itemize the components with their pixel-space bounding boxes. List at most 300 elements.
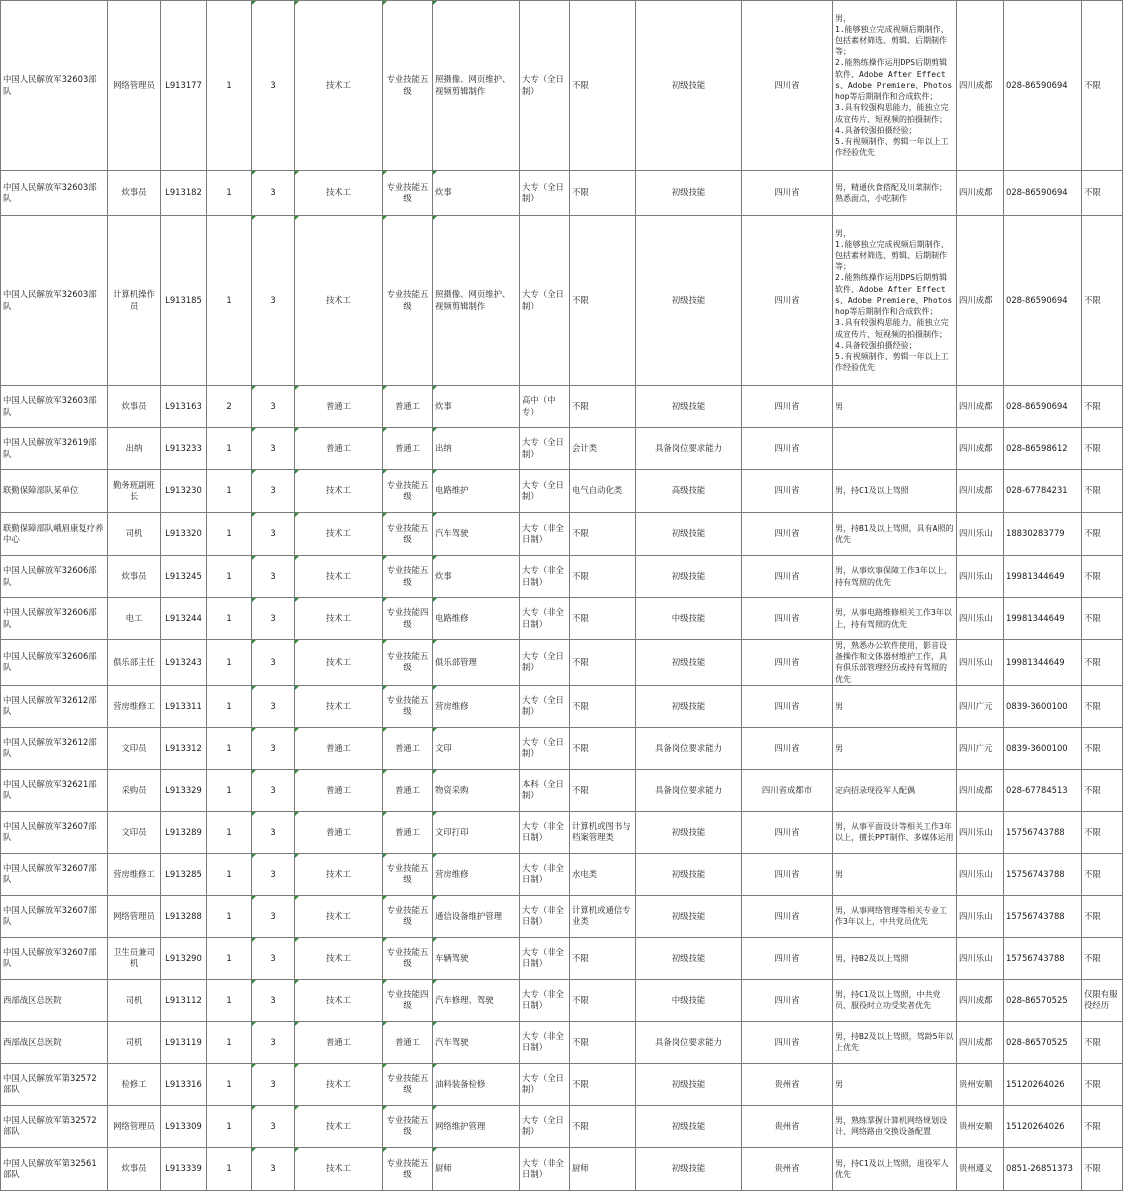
hire-count-cell: 1 bbox=[207, 556, 252, 598]
other-requirements-cell: 男 bbox=[833, 853, 957, 895]
work-location-cell: 四川成都 bbox=[957, 1, 1004, 171]
contact-phone-cell: 028-67784513 bbox=[1004, 769, 1082, 811]
table-row bbox=[1, 598, 1123, 640]
contact-phone-cell: 028-86590694 bbox=[1004, 171, 1082, 216]
hukou-scope-cell: 四川省 bbox=[742, 853, 833, 895]
position-code-cell: L913233 bbox=[161, 428, 207, 470]
major-cell: 不限 bbox=[570, 937, 636, 979]
position-level-cell: 专业技能四级 bbox=[383, 598, 433, 640]
major-cell: 不限 bbox=[570, 1105, 636, 1147]
table-row bbox=[1, 216, 1123, 386]
contact-phone-cell: 028-86570525 bbox=[1004, 1021, 1082, 1063]
unit-name-cell: 中国人民解放军32606部队 bbox=[1, 598, 108, 640]
position-category-cell: 技术工 bbox=[295, 1105, 383, 1147]
position-category-cell: 技术工 bbox=[295, 895, 383, 937]
skill-level-cell: 初级技能 bbox=[636, 1147, 742, 1190]
exam-ratio-cell: 3 bbox=[252, 895, 295, 937]
position-level-cell: 专业技能五级 bbox=[383, 556, 433, 598]
table-row bbox=[1, 937, 1123, 979]
education-cell: 大专（全日制） bbox=[520, 727, 570, 769]
hukou-scope-cell: 四川省 bbox=[742, 171, 833, 216]
service-restriction-cell: 不限 bbox=[1082, 640, 1123, 686]
position-code-cell: L913329 bbox=[161, 769, 207, 811]
skill-level-cell: 初级技能 bbox=[636, 811, 742, 853]
hire-count-cell: 1 bbox=[207, 937, 252, 979]
position-level-cell: 专业技能五级 bbox=[383, 1147, 433, 1190]
position-category-cell: 技术工 bbox=[295, 1147, 383, 1190]
exam-ratio-cell: 3 bbox=[252, 216, 295, 386]
job-duty-cell: 物资采购 bbox=[433, 769, 520, 811]
other-requirements-cell: 男，持C1及以上驾照，退役军人优先 bbox=[833, 1147, 957, 1190]
other-requirements-cell bbox=[833, 428, 957, 470]
table-row bbox=[1, 556, 1123, 598]
exam-ratio-cell: 3 bbox=[252, 1021, 295, 1063]
skill-level-cell: 具备岗位要求能力 bbox=[636, 769, 742, 811]
table-row bbox=[1, 1, 1123, 171]
position-level-cell: 专业技能五级 bbox=[383, 171, 433, 216]
position-code-cell: L913230 bbox=[161, 470, 207, 513]
other-requirements-cell: 男，从事炊事保障工作3年以上，持有驾照的优先 bbox=[833, 556, 957, 598]
contact-phone-cell: 028-67784231 bbox=[1004, 470, 1082, 513]
unit-name-cell: 中国人民解放军32607部队 bbox=[1, 811, 108, 853]
hukou-scope-cell: 四川省 bbox=[742, 727, 833, 769]
other-requirements-cell: 男， 1.能够独立完成视频后期制作、包括素材筛选、剪辑、后期制作等； 2.能熟练操作运用DPS后期剪辑软件、Adobe After Effects、Adobe Premiere、Photoshop等后期制作和合成软件； 3.具有较强构思能力，能独立完成宣传片、短视频的拍摄制作； 4.具备较强拍摄经验； 5.有视频制作、剪辑一年以上工作经验优先 bbox=[833, 216, 957, 386]
table-row bbox=[1, 979, 1123, 1021]
position-level-cell: 专业技能五级 bbox=[383, 937, 433, 979]
work-location-cell: 四川成都 bbox=[957, 769, 1004, 811]
other-requirements-cell: 定向招录现役军人配偶 bbox=[833, 769, 957, 811]
service-restriction-cell: 不限 bbox=[1082, 171, 1123, 216]
other-requirements-cell: 男，熟悉办公软件使用，影音设备操作和文体器材维护工作，具有俱乐部管理经历或持有驾照的优先 bbox=[833, 640, 957, 686]
position-code-cell: L913182 bbox=[161, 171, 207, 216]
unit-name-cell: 中国人民解放军第32561部队 bbox=[1, 1147, 108, 1190]
service-restriction-cell: 不限 bbox=[1082, 1021, 1123, 1063]
service-restriction-cell: 仅限有服役经历 bbox=[1082, 979, 1123, 1021]
major-cell: 不限 bbox=[570, 513, 636, 556]
position-level-cell: 普通工 bbox=[383, 428, 433, 470]
job-duty-cell: 电路维护 bbox=[433, 470, 520, 513]
service-restriction-cell: 不限 bbox=[1082, 685, 1123, 727]
major-cell: 不限 bbox=[570, 1021, 636, 1063]
hire-count-cell: 1 bbox=[207, 640, 252, 686]
major-cell: 不限 bbox=[570, 598, 636, 640]
hukou-scope-cell: 四川省 bbox=[742, 598, 833, 640]
hire-count-cell: 1 bbox=[207, 1105, 252, 1147]
other-requirements-cell: 男，熟练掌握计算机网络规划设计、网络路由交换设备配置 bbox=[833, 1105, 957, 1147]
position-level-cell: 专业技能五级 bbox=[383, 513, 433, 556]
contact-phone-cell: 18830283779 bbox=[1004, 513, 1082, 556]
position-code-cell: L913339 bbox=[161, 1147, 207, 1190]
work-location-cell: 贵州安顺 bbox=[957, 1105, 1004, 1147]
unit-name-cell: 中国人民解放军32607部队 bbox=[1, 853, 108, 895]
contact-phone-cell: 0851-26851373 bbox=[1004, 1147, 1082, 1190]
major-cell: 不限 bbox=[570, 1063, 636, 1105]
position-code-cell: L913112 bbox=[161, 979, 207, 1021]
contact-phone-cell: 19981344649 bbox=[1004, 598, 1082, 640]
work-location-cell: 四川乐山 bbox=[957, 937, 1004, 979]
education-cell: 大专（全日制） bbox=[520, 216, 570, 386]
contact-phone-cell: 19981344649 bbox=[1004, 640, 1082, 686]
major-cell: 不限 bbox=[570, 640, 636, 686]
job-duty-cell: 照摄像、网页维护、视频剪辑制作 bbox=[433, 216, 520, 386]
education-cell: 大专（非全日制） bbox=[520, 556, 570, 598]
hire-count-cell: 1 bbox=[207, 171, 252, 216]
exam-ratio-cell: 3 bbox=[252, 979, 295, 1021]
position-category-cell: 技术工 bbox=[295, 979, 383, 1021]
position-category-cell: 技术工 bbox=[295, 685, 383, 727]
position-code-cell: L913245 bbox=[161, 556, 207, 598]
position-level-cell: 专业技能五级 bbox=[383, 1, 433, 171]
job-duty-cell: 电路维修 bbox=[433, 598, 520, 640]
exam-ratio-cell: 3 bbox=[252, 470, 295, 513]
position-name-cell: 卫生员兼司机 bbox=[108, 937, 161, 979]
position-name-cell: 采购员 bbox=[108, 769, 161, 811]
skill-level-cell: 初级技能 bbox=[636, 1105, 742, 1147]
position-category-cell: 技术工 bbox=[295, 556, 383, 598]
table-row bbox=[1, 513, 1123, 556]
hire-count-cell: 1 bbox=[207, 513, 252, 556]
contact-phone-cell: 0839-3600100 bbox=[1004, 685, 1082, 727]
position-category-cell: 普通工 bbox=[295, 428, 383, 470]
work-location-cell: 四川成都 bbox=[957, 1021, 1004, 1063]
exam-ratio-cell: 3 bbox=[252, 1, 295, 171]
service-restriction-cell: 不限 bbox=[1082, 386, 1123, 428]
position-category-cell: 普通工 bbox=[295, 811, 383, 853]
position-name-cell: 司机 bbox=[108, 1021, 161, 1063]
major-cell: 电气自动化类 bbox=[570, 470, 636, 513]
skill-level-cell: 初级技能 bbox=[636, 640, 742, 686]
hukou-scope-cell: 四川省 bbox=[742, 513, 833, 556]
other-requirements-cell: 男，从事网络管理等相关专业工作3年以上，中共党员优先 bbox=[833, 895, 957, 937]
unit-name-cell: 联勤保障部队峨眉康复疗养中心 bbox=[1, 513, 108, 556]
job-duty-cell: 文印打印 bbox=[433, 811, 520, 853]
hire-count-cell: 1 bbox=[207, 216, 252, 386]
job-duty-cell: 炊事 bbox=[433, 556, 520, 598]
exam-ratio-cell: 3 bbox=[252, 1147, 295, 1190]
position-name-cell: 检修工 bbox=[108, 1063, 161, 1105]
position-level-cell: 普通工 bbox=[383, 386, 433, 428]
skill-level-cell: 具备岗位要求能力 bbox=[636, 428, 742, 470]
other-requirements-cell: 男 bbox=[833, 1063, 957, 1105]
position-name-cell: 司机 bbox=[108, 513, 161, 556]
table-row bbox=[1, 853, 1123, 895]
exam-ratio-cell: 3 bbox=[252, 937, 295, 979]
work-location-cell: 四川成都 bbox=[957, 171, 1004, 216]
other-requirements-cell: 男 bbox=[833, 386, 957, 428]
service-restriction-cell: 不限 bbox=[1082, 1063, 1123, 1105]
education-cell: 大专（全日制） bbox=[520, 1063, 570, 1105]
hukou-scope-cell: 四川省 bbox=[742, 685, 833, 727]
unit-name-cell: 中国人民解放军32607部队 bbox=[1, 937, 108, 979]
major-cell: 不限 bbox=[570, 727, 636, 769]
position-code-cell: L913288 bbox=[161, 895, 207, 937]
service-restriction-cell: 不限 bbox=[1082, 853, 1123, 895]
major-cell: 计算机或通信专业类 bbox=[570, 895, 636, 937]
exam-ratio-cell: 3 bbox=[252, 556, 295, 598]
contact-phone-cell: 15120264026 bbox=[1004, 1063, 1082, 1105]
unit-name-cell: 中国人民解放军32603部队 bbox=[1, 1, 108, 171]
other-requirements-cell: 男，从事电路维修相关工作3年以上，持有驾照的优先 bbox=[833, 598, 957, 640]
service-restriction-cell: 不限 bbox=[1082, 598, 1123, 640]
contact-phone-cell: 028-86570525 bbox=[1004, 979, 1082, 1021]
service-restriction-cell: 不限 bbox=[1082, 216, 1123, 386]
work-location-cell: 四川乐山 bbox=[957, 811, 1004, 853]
skill-level-cell: 初级技能 bbox=[636, 556, 742, 598]
other-requirements-cell: 男，持B2及以上驾照，驾龄5年以上优先 bbox=[833, 1021, 957, 1063]
contact-phone-cell: 028-86590694 bbox=[1004, 386, 1082, 428]
position-name-cell: 勤务班副班长 bbox=[108, 470, 161, 513]
position-code-cell: L913163 bbox=[161, 386, 207, 428]
work-location-cell: 四川成都 bbox=[957, 216, 1004, 386]
position-name-cell: 网络管理员 bbox=[108, 895, 161, 937]
position-level-cell: 专业技能五级 bbox=[383, 853, 433, 895]
education-cell: 大专（全日制） bbox=[520, 470, 570, 513]
exam-ratio-cell: 3 bbox=[252, 640, 295, 686]
hire-count-cell: 1 bbox=[207, 685, 252, 727]
work-location-cell: 四川乐山 bbox=[957, 513, 1004, 556]
major-cell: 不限 bbox=[570, 769, 636, 811]
position-category-cell: 技术工 bbox=[295, 1, 383, 171]
position-name-cell: 出纳 bbox=[108, 428, 161, 470]
position-category-cell: 技术工 bbox=[295, 1063, 383, 1105]
position-category-cell: 普通工 bbox=[295, 769, 383, 811]
service-restriction-cell: 不限 bbox=[1082, 769, 1123, 811]
unit-name-cell: 中国人民解放军32603部队 bbox=[1, 216, 108, 386]
position-name-cell: 网络管理员 bbox=[108, 1, 161, 171]
position-category-cell: 技术工 bbox=[295, 598, 383, 640]
education-cell: 大专（非全日制） bbox=[520, 811, 570, 853]
job-duty-cell: 营房维修 bbox=[433, 685, 520, 727]
contact-phone-cell: 15756743788 bbox=[1004, 853, 1082, 895]
table-row bbox=[1, 428, 1123, 470]
position-name-cell: 司机 bbox=[108, 979, 161, 1021]
contact-phone-cell: 15756743788 bbox=[1004, 937, 1082, 979]
unit-name-cell: 中国人民解放军32607部队 bbox=[1, 895, 108, 937]
position-name-cell: 文印员 bbox=[108, 811, 161, 853]
service-restriction-cell: 不限 bbox=[1082, 1, 1123, 171]
job-duty-cell: 汽车驾驶 bbox=[433, 513, 520, 556]
other-requirements-cell: 男，持C1及以上驾照 bbox=[833, 470, 957, 513]
position-name-cell: 俱乐部主任 bbox=[108, 640, 161, 686]
education-cell: 高中（中专） bbox=[520, 386, 570, 428]
table-row bbox=[1, 769, 1123, 811]
major-cell: 会计类 bbox=[570, 428, 636, 470]
hukou-scope-cell: 四川省成都市 bbox=[742, 769, 833, 811]
hire-count-cell: 1 bbox=[207, 727, 252, 769]
job-duty-cell: 汽车驾驶 bbox=[433, 1021, 520, 1063]
service-restriction-cell: 不限 bbox=[1082, 1147, 1123, 1190]
exam-ratio-cell: 3 bbox=[252, 1105, 295, 1147]
major-cell: 计算机或图书与档案管理类 bbox=[570, 811, 636, 853]
work-location-cell: 四川乐山 bbox=[957, 556, 1004, 598]
position-name-cell: 计算机操作员 bbox=[108, 216, 161, 386]
hire-count-cell: 1 bbox=[207, 428, 252, 470]
exam-ratio-cell: 3 bbox=[252, 853, 295, 895]
major-cell: 不限 bbox=[570, 386, 636, 428]
other-requirements-cell: 男，持B2及以上驾照 bbox=[833, 937, 957, 979]
other-requirements-cell: 男， 1.能够独立完成视频后期制作、包括素材筛选、剪辑、后期制作等； 2.能熟练操作运用DPS后期剪辑软件、Adobe After Effects、Adobe Premiere、Photoshop等后期制作和合成软件； 3.具有较强构思能力，能独立完成宣传片、短视频的拍摄制作； 4.具备较强拍摄经验； 5.有视频制作、剪辑一年以上工作经验优先 bbox=[833, 1, 957, 171]
position-category-cell: 技术工 bbox=[295, 513, 383, 556]
position-code-cell: L913243 bbox=[161, 640, 207, 686]
hire-count-cell: 1 bbox=[207, 853, 252, 895]
hire-count-cell: 1 bbox=[207, 470, 252, 513]
position-code-cell: L913309 bbox=[161, 1105, 207, 1147]
exam-ratio-cell: 3 bbox=[252, 1063, 295, 1105]
service-restriction-cell: 不限 bbox=[1082, 556, 1123, 598]
position-code-cell: L913177 bbox=[161, 1, 207, 171]
position-code-cell: L913289 bbox=[161, 811, 207, 853]
position-level-cell: 专业技能五级 bbox=[383, 470, 433, 513]
skill-level-cell: 高级技能 bbox=[636, 470, 742, 513]
hukou-scope-cell: 四川省 bbox=[742, 216, 833, 386]
unit-name-cell: 西部战区总医院 bbox=[1, 979, 108, 1021]
education-cell: 大专（非全日制） bbox=[520, 895, 570, 937]
position-category-cell: 技术工 bbox=[295, 171, 383, 216]
job-duty-cell: 照摄像、网页维护、视频剪辑制作 bbox=[433, 1, 520, 171]
other-requirements-cell: 男，从事平面设计等相关工作3年以上，擅长PPT制作、多媒体运用 bbox=[833, 811, 957, 853]
hukou-scope-cell: 四川省 bbox=[742, 979, 833, 1021]
job-duty-cell: 俱乐部管理 bbox=[433, 640, 520, 686]
education-cell: 大专（全日制） bbox=[520, 1105, 570, 1147]
hukou-scope-cell: 四川省 bbox=[742, 556, 833, 598]
position-name-cell: 营房维修工 bbox=[108, 853, 161, 895]
job-duty-cell: 出纳 bbox=[433, 428, 520, 470]
table-row bbox=[1, 727, 1123, 769]
skill-level-cell: 初级技能 bbox=[636, 171, 742, 216]
exam-ratio-cell: 3 bbox=[252, 811, 295, 853]
contact-phone-cell: 15756743788 bbox=[1004, 895, 1082, 937]
hire-count-cell: 1 bbox=[207, 979, 252, 1021]
position-name-cell: 文印员 bbox=[108, 727, 161, 769]
major-cell: 不限 bbox=[570, 979, 636, 1021]
major-cell: 不限 bbox=[570, 1, 636, 171]
table-row bbox=[1, 640, 1123, 686]
skill-level-cell: 中级技能 bbox=[636, 598, 742, 640]
work-location-cell: 四川乐山 bbox=[957, 895, 1004, 937]
contact-phone-cell: 028-86590694 bbox=[1004, 1, 1082, 171]
skill-level-cell: 中级技能 bbox=[636, 979, 742, 1021]
table-row bbox=[1, 1063, 1123, 1105]
exam-ratio-cell: 3 bbox=[252, 513, 295, 556]
job-duty-cell: 通信设备维护管理 bbox=[433, 895, 520, 937]
service-restriction-cell: 不限 bbox=[1082, 513, 1123, 556]
job-duty-cell: 厨师 bbox=[433, 1147, 520, 1190]
contact-phone-cell: 15756743788 bbox=[1004, 811, 1082, 853]
job-duty-cell: 网络维护管理 bbox=[433, 1105, 520, 1147]
unit-name-cell: 中国人民解放军32612部队 bbox=[1, 727, 108, 769]
work-location-cell: 四川广元 bbox=[957, 685, 1004, 727]
unit-name-cell: 中国人民解放军32603部队 bbox=[1, 171, 108, 216]
major-cell: 不限 bbox=[570, 216, 636, 386]
education-cell: 大专（全日制） bbox=[520, 640, 570, 686]
position-level-cell: 专业技能五级 bbox=[383, 1105, 433, 1147]
table-row bbox=[1, 895, 1123, 937]
hukou-scope-cell: 四川省 bbox=[742, 470, 833, 513]
skill-level-cell: 初级技能 bbox=[636, 853, 742, 895]
work-location-cell: 四川成都 bbox=[957, 428, 1004, 470]
position-category-cell: 普通工 bbox=[295, 727, 383, 769]
work-location-cell: 四川成都 bbox=[957, 979, 1004, 1021]
position-category-cell: 技术工 bbox=[295, 853, 383, 895]
education-cell: 大专（全日制） bbox=[520, 171, 570, 216]
exam-ratio-cell: 3 bbox=[252, 727, 295, 769]
position-level-cell: 专业技能五级 bbox=[383, 640, 433, 686]
work-location-cell: 贵州遵义 bbox=[957, 1147, 1004, 1190]
exam-ratio-cell: 3 bbox=[252, 386, 295, 428]
table-row bbox=[1, 685, 1123, 727]
education-cell: 大专（非全日制） bbox=[520, 1021, 570, 1063]
position-code-cell: L913312 bbox=[161, 727, 207, 769]
other-requirements-cell: 男 bbox=[833, 685, 957, 727]
skill-level-cell: 初级技能 bbox=[636, 216, 742, 386]
position-level-cell: 普通工 bbox=[383, 811, 433, 853]
major-cell: 厨师 bbox=[570, 1147, 636, 1190]
position-level-cell: 普通工 bbox=[383, 727, 433, 769]
position-level-cell: 专业技能四级 bbox=[383, 979, 433, 1021]
unit-name-cell: 中国人民解放军32603部队 bbox=[1, 386, 108, 428]
position-level-cell: 普通工 bbox=[383, 1021, 433, 1063]
table-row bbox=[1, 1021, 1123, 1063]
hukou-scope-cell: 贵州省 bbox=[742, 1063, 833, 1105]
service-restriction-cell: 不限 bbox=[1082, 428, 1123, 470]
hukou-scope-cell: 贵州省 bbox=[742, 1147, 833, 1190]
hire-count-cell: 1 bbox=[207, 598, 252, 640]
hukou-scope-cell: 四川省 bbox=[742, 1, 833, 171]
position-name-cell: 炊事员 bbox=[108, 386, 161, 428]
position-level-cell: 普通工 bbox=[383, 769, 433, 811]
work-location-cell: 四川广元 bbox=[957, 727, 1004, 769]
position-name-cell: 炊事员 bbox=[108, 171, 161, 216]
major-cell: 水电类 bbox=[570, 853, 636, 895]
education-cell: 大专（全日制） bbox=[520, 428, 570, 470]
education-cell: 大专（非全日制） bbox=[520, 598, 570, 640]
skill-level-cell: 初级技能 bbox=[636, 513, 742, 556]
position-category-cell: 技术工 bbox=[295, 216, 383, 386]
position-code-cell: L913119 bbox=[161, 1021, 207, 1063]
other-requirements-cell: 男 bbox=[833, 727, 957, 769]
table-row bbox=[1, 171, 1123, 216]
hukou-scope-cell: 四川省 bbox=[742, 428, 833, 470]
exam-ratio-cell: 3 bbox=[252, 598, 295, 640]
job-duty-cell: 车辆驾驶 bbox=[433, 937, 520, 979]
service-restriction-cell: 不限 bbox=[1082, 1105, 1123, 1147]
contact-phone-cell: 028-86590694 bbox=[1004, 216, 1082, 386]
position-name-cell: 营房维修工 bbox=[108, 685, 161, 727]
position-code-cell: L913311 bbox=[161, 685, 207, 727]
position-level-cell: 专业技能五级 bbox=[383, 216, 433, 386]
job-duty-cell: 炊事 bbox=[433, 171, 520, 216]
exam-ratio-cell: 3 bbox=[252, 685, 295, 727]
contact-phone-cell: 0839-3600100 bbox=[1004, 727, 1082, 769]
job-duty-cell: 炊事 bbox=[433, 386, 520, 428]
skill-level-cell: 具备岗位要求能力 bbox=[636, 727, 742, 769]
hire-count-cell: 1 bbox=[207, 811, 252, 853]
position-name-cell: 电工 bbox=[108, 598, 161, 640]
unit-name-cell: 中国人民解放军32606部队 bbox=[1, 556, 108, 598]
education-cell: 大专（非全日制） bbox=[520, 1147, 570, 1190]
skill-level-cell: 初级技能 bbox=[636, 895, 742, 937]
work-location-cell: 四川成都 bbox=[957, 386, 1004, 428]
position-code-cell: L913185 bbox=[161, 216, 207, 386]
service-restriction-cell: 不限 bbox=[1082, 895, 1123, 937]
unit-name-cell: 中国人民解放军32606部队 bbox=[1, 640, 108, 686]
position-category-cell: 普通工 bbox=[295, 1021, 383, 1063]
unit-name-cell: 中国人民解放军第32572部队 bbox=[1, 1105, 108, 1147]
service-restriction-cell: 不限 bbox=[1082, 811, 1123, 853]
education-cell: 大专（非全日制） bbox=[520, 979, 570, 1021]
work-location-cell: 贵州安顺 bbox=[957, 1063, 1004, 1105]
hukou-scope-cell: 四川省 bbox=[742, 1021, 833, 1063]
